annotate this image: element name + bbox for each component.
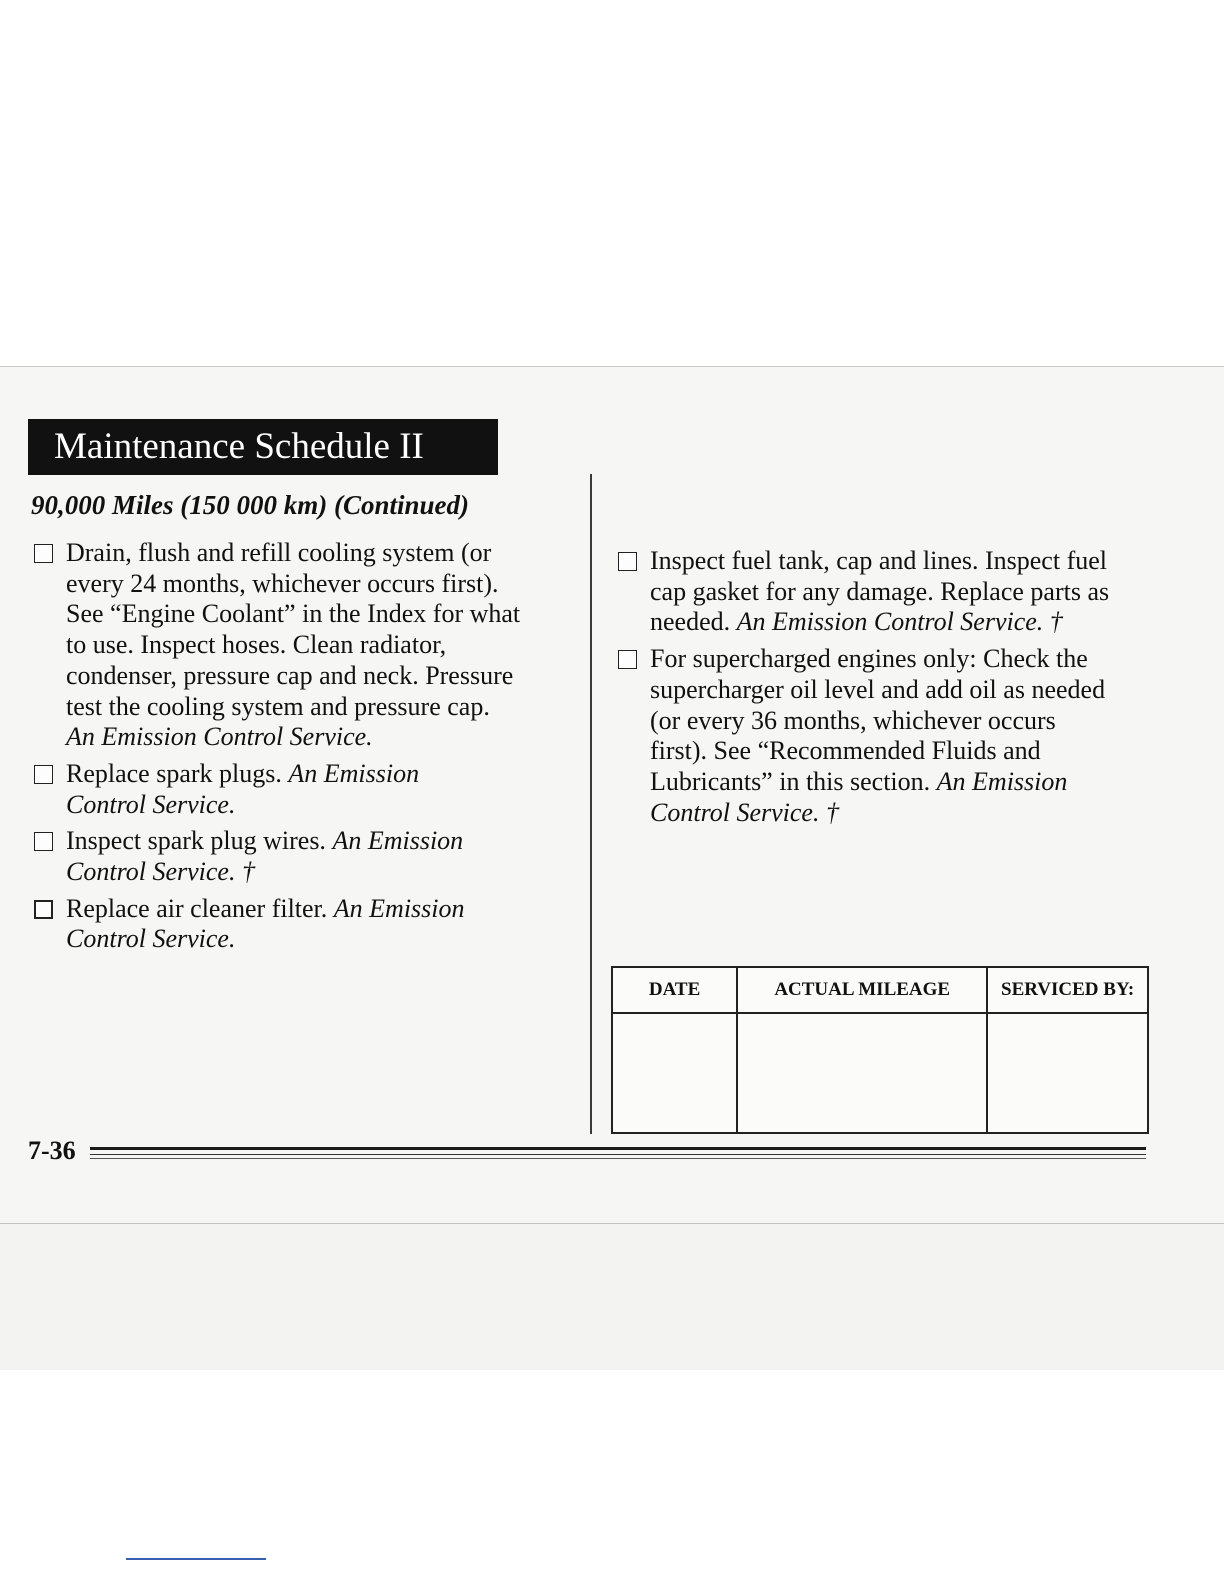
page-number: 7-36	[28, 1136, 76, 1165]
item-text: Lubricants” in this section.	[650, 766, 937, 796]
item-text: first). See “Recommended Fluids and	[650, 736, 1041, 766]
emission-note: Control Service. †	[66, 857, 255, 887]
section-heading: 90,000 Miles (150 000 km) (Continued)	[31, 490, 470, 520]
checkbox[interactable]	[34, 544, 53, 563]
table-header-row	[612, 967, 1148, 1013]
mileage-cell[interactable]	[737, 1013, 987, 1133]
footer-rule	[90, 1147, 1146, 1150]
emission-note: An Emission	[333, 893, 465, 923]
emission-note: An Emission Control Service. †	[736, 607, 1063, 637]
date-cell[interactable]	[612, 1013, 737, 1133]
item-text: test the cooling system and pressure cap.	[66, 691, 490, 721]
checkbox[interactable]	[618, 552, 637, 571]
checklist-item-supercharger	[616, 644, 1166, 828]
emission-note: Control Service. †	[650, 797, 839, 827]
serviced-by-cell[interactable]	[987, 1013, 1148, 1133]
emission-note: An Emission	[288, 758, 420, 788]
item-text: Inspect spark plug wires.	[66, 826, 333, 856]
link-underline	[126, 1558, 266, 1560]
column-header-date: DATE	[612, 967, 737, 1013]
column-header-mileage: ACTUAL MILEAGE	[737, 967, 987, 1013]
item-text: every 24 months, whichever occurs first).	[66, 568, 499, 598]
emission-note: An Emission	[936, 766, 1068, 796]
item-text: For supercharged engines only: Check the	[650, 644, 1088, 674]
checklist-item-fuel-tank	[616, 546, 1166, 638]
emission-note: Control Service.	[66, 789, 236, 819]
service-log-table	[611, 966, 1149, 1134]
checkbox[interactable]	[618, 650, 637, 669]
item-text: See “Engine Coolant” in the Index for what	[66, 599, 521, 629]
item-text: Drain, flush and refill cooling system (or	[66, 538, 492, 567]
item-text: Replace spark plugs.	[66, 758, 289, 788]
checklist-item-spark-plugs	[32, 759, 577, 820]
item-text: condenser, pressure cap and neck. Pressure	[66, 660, 514, 690]
item-text: to use. Inspect hoses. Clean radiator,	[66, 630, 447, 660]
right-column	[616, 546, 1166, 834]
checklist-item-air-filter	[32, 894, 577, 955]
item-text: Inspect fuel tank, cap and lines. Inspect fuel	[650, 546, 1107, 575]
item-text: Replace air cleaner filter.	[66, 893, 334, 923]
left-column	[32, 538, 577, 961]
checklist-item-cooling-system	[32, 538, 577, 753]
emission-note: An Emission	[332, 826, 464, 856]
table-row	[612, 1013, 1148, 1133]
column-header-serviced-by: SERVICED BY:	[987, 967, 1148, 1013]
checkbox[interactable]	[34, 765, 53, 784]
checklist-item-plug-wires	[32, 826, 577, 887]
item-text: supercharger oil level and add oil as needed	[650, 674, 1106, 704]
item-text: needed.	[650, 607, 737, 637]
page-margin	[0, 1224, 1224, 1370]
item-text: cap gasket for any damage. Replace parts as	[650, 576, 1110, 606]
emission-note: Control Service.	[66, 924, 236, 954]
page-title: Maintenance Schedule II	[28, 419, 498, 475]
column-divider	[590, 474, 592, 1134]
checkbox[interactable]	[34, 900, 53, 919]
item-text: (or every 36 months, whichever occurs	[650, 705, 1056, 735]
checkbox[interactable]	[34, 832, 53, 851]
footer-rule-thin	[90, 1158, 1146, 1159]
emission-note: An Emission Control Service.	[66, 722, 373, 752]
footer-rule-thin	[90, 1154, 1146, 1155]
